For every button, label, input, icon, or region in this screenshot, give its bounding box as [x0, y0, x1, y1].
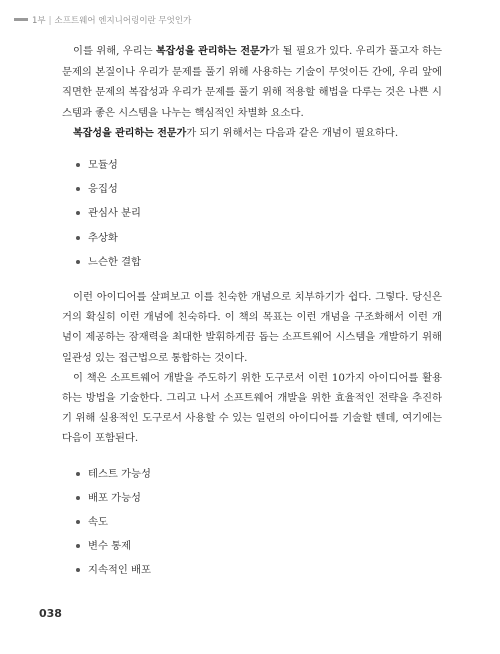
- paragraph-1-text-before: 이를 위해, 우리는: [73, 45, 156, 57]
- list-item: [76, 177, 442, 201]
- running-head-chapter: 1부: [32, 16, 46, 26]
- list-item: [76, 510, 442, 534]
- running-head: [14, 14, 191, 26]
- practice-list: [62, 462, 442, 583]
- bullet-icon: [76, 472, 80, 476]
- bullet-icon: [76, 236, 80, 240]
- list-item: [76, 250, 442, 274]
- bullet-icon: [76, 520, 80, 524]
- list-item: [76, 226, 442, 250]
- list-item: [76, 201, 442, 225]
- bullet-icon: [76, 496, 80, 500]
- list-item-label: 추상화: [88, 231, 118, 244]
- paragraph-2-emphasis: 복잡성을 관리하는 전문가: [73, 127, 187, 139]
- list-item-label: 속도: [88, 515, 108, 528]
- paragraph-3: [62, 287, 442, 368]
- list-item-label: 관심사 분리: [88, 207, 142, 220]
- paragraph-2-text-after: 가 되기 위해서는 다음과 같은 개념이 필요하다.: [186, 126, 399, 139]
- list-item: [76, 486, 442, 510]
- paragraph-1: [62, 41, 442, 123]
- bullet-icon: [76, 187, 80, 191]
- running-head-title: 소프트웨어 엔지니어링이란 무엇인가: [54, 16, 192, 26]
- paragraph-4: [62, 368, 442, 449]
- list-item-label: 배포 가능성: [88, 491, 142, 504]
- bullet-icon: [76, 260, 80, 264]
- list-item: [76, 558, 442, 582]
- running-head-separator: |: [48, 16, 52, 26]
- running-head-bar: [14, 18, 28, 21]
- bullet-icon: [76, 163, 80, 167]
- page-body: [62, 41, 442, 583]
- paragraph-4-text: 이 책은 소프트웨어 개발을 주도하기 위한 도구로서 이런 10가지 아이디어를 활용하는 방법을 기술한다. 그리고 나서 소프트웨어 개발을 위한 효율적인 전략을 추진하기 위해 실용적인 도구로서 사용할 수 있는 일련의 아이디어를 기술할 텐데, 여기에는 다음이 포함된다.: [62, 371, 442, 445]
- list-item: [76, 462, 442, 486]
- paragraph-1-emphasis: 복잡성을 관리하는 전문가: [155, 46, 270, 57]
- paragraph-2: [62, 123, 442, 144]
- paragraph-1-text-after: 가 될 필요가 있다. 우리가 풀고자 하는 문제의 본질이나 우리가 문제를 풀기 위해 사용하는 기술이 무엇이든 간에, 우리 앞에 직면한 문제의 복잡성과 우리가 문제를 풀기 위해 적용할 해법을 다루는 것은 나쁜 시스템과 좋은 시스템을 나누는 핵심적인 차별화 요소다.: [62, 45, 442, 119]
- list-item-label: 응집성: [88, 183, 118, 196]
- page-number: 038: [39, 607, 62, 620]
- paragraph-3-text: 이런 아이디어를 살펴보고 이를 친숙한 개념으로 치부하기가 쉽다. 그렇다. 당신은 거의 확실히 이런 개념에 친숙하다. 이 책의 목표는 이런 개념을 구조화해서 이런 개념이 제공하는 잠재력을 최대한 발휘하게끔 돕는 소프트웨어 시스템을 개발하기 위해 일관성 있는 접근법으로 통합하는 것이다.: [62, 290, 442, 364]
- list-item: [76, 153, 442, 177]
- list-item-label: 느슨한 결합: [88, 255, 142, 268]
- bullet-icon: [76, 568, 80, 572]
- bullet-icon: [76, 544, 80, 548]
- list-item-label: 테스트 가능성: [88, 467, 151, 480]
- bullet-icon: [76, 211, 80, 215]
- list-item: [76, 534, 442, 558]
- list-item-label: 변수 통제: [88, 540, 132, 553]
- list-item-label: 모듈성: [88, 159, 118, 172]
- list-item-label: 지속적인 배포: [88, 564, 151, 577]
- concept-list: [62, 153, 442, 274]
